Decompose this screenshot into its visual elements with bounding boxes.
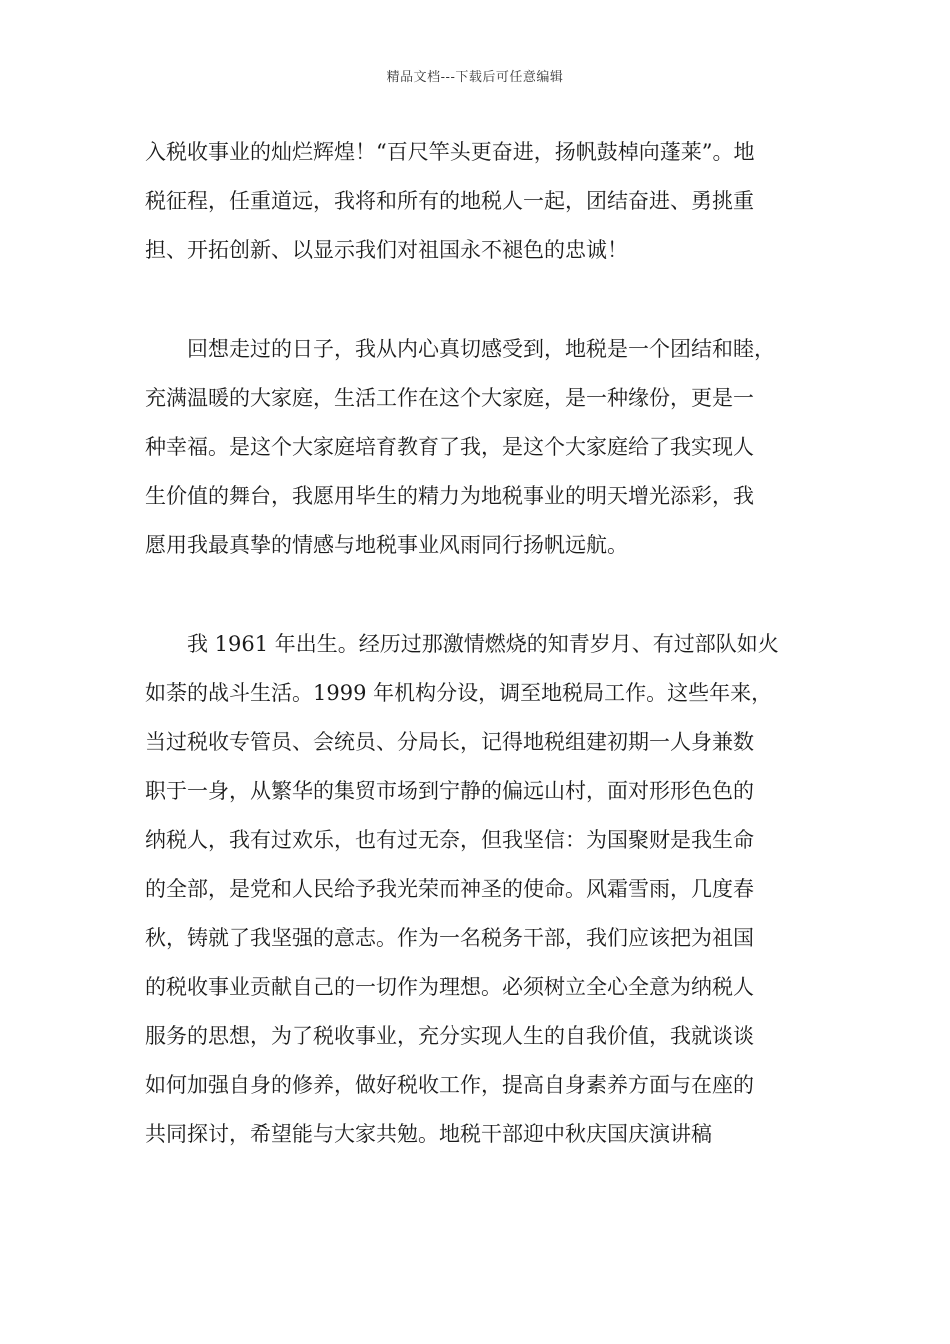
paragraph <box>145 620 809 1159</box>
text-line: 回想走过的日子，我从内心真切感受到，地税是一个团结和睦， <box>145 337 775 361</box>
text-line: 充满温暖的大家庭，生活工作在这个大家庭，是一种缘份，更是一 <box>145 386 754 410</box>
text-line: 担、开拓创新、以显示我们对祖国永不褪色的忠诚！ <box>145 238 628 262</box>
text-line: 愿用我最真挚的情感与地税事业风雨同行扬帆远航。 <box>145 533 628 557</box>
text-line: 职于一身，从繁华的集贸市场到宁静的偏远山村，面对形形色色的 <box>145 779 754 803</box>
text-line: 秋，铸就了我坚强的意志。作为一名税务干部，我们应该把为祖国 <box>145 926 754 950</box>
text-line: 的税收事业贡献自己的一切作为理想。必须树立全心全意为纳税人 <box>145 975 754 999</box>
paragraph <box>145 325 809 570</box>
paragraph <box>145 128 809 275</box>
text-line: 的全部，是党和人民给予我光荣而神圣的使命。风霜雪雨，几度春 <box>145 877 754 901</box>
text-line: 入税收事业的灿烂辉煌！“百尺竿头更奋进，扬帆鼓棹向蓬莱”。地 <box>145 140 755 164</box>
text-line: 我 1961 年出生。经历过那激情燃烧的知青岁月、有过部队如火 <box>145 632 779 656</box>
text-line: 税征程，任重道远，我将和所有的地税人一起，团结奋进、勇挑重 <box>145 189 754 213</box>
text-line: 种幸福。是这个大家庭培育教育了我，是这个大家庭给了我实现人 <box>145 435 754 459</box>
text-line: 当过税收专管员、会统员、分局长，记得地税组建初期一人身兼数 <box>145 730 754 754</box>
text-line: 如荼的战斗生活。1999 年机构分设，调至地税局工作。这些年来， <box>145 681 773 705</box>
text-line: 纳税人，我有过欢乐，也有过无奈，但我坚信：为国聚财是我生命 <box>145 828 754 852</box>
text-line: 如何加强自身的修养，做好税收工作，提高自身素养方面与在座的 <box>145 1073 754 1097</box>
text-line: 服务的思想，为了税收事业，充分实现人生的自我价值，我就谈谈 <box>145 1024 754 1048</box>
document-body <box>145 128 809 1159</box>
text-line: 共同探讨，希望能与大家共勉。地税干部迎中秋庆国庆演讲稿 <box>145 1122 712 1146</box>
paragraph-spacer <box>145 275 809 325</box>
text-line: 生价值的舞台，我愿用毕生的精力为地税事业的明天增光添彩，我 <box>145 484 754 508</box>
paragraph-spacer <box>145 570 809 620</box>
page-header: 精品文档---下载后可任意编辑 <box>386 70 564 85</box>
